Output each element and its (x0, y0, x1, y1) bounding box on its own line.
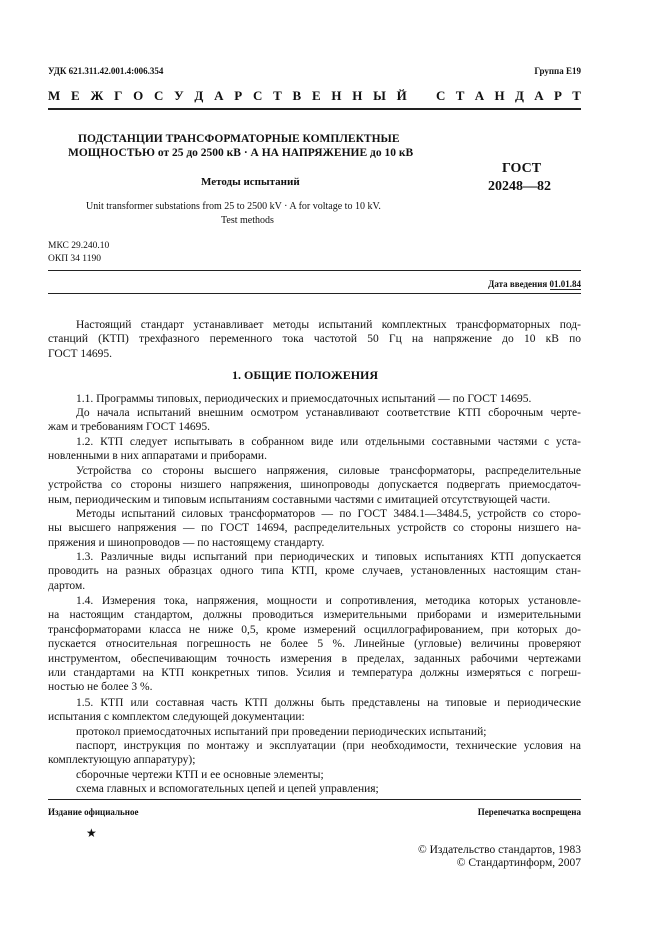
text-line: 1.1. Программы типовых, периодических и приемосдаточных испытаний — по ГОСТ 14695. (76, 393, 532, 405)
heading-letter: А (214, 88, 224, 103)
documentation-list-item-2 (48, 739, 581, 768)
clause-1-4 (48, 594, 581, 695)
intro-date (488, 279, 581, 289)
edition-label: Издание официальное (48, 807, 139, 817)
text-line: или стандартами на КТП конкретных типов. Усилия и температура должны измеряться с погреш- (48, 667, 581, 680)
text-line: дартом. (48, 579, 86, 592)
text-line: протокол приемосдаточных испытаний при проведении периодических испытаний; (76, 726, 487, 738)
text-line: проводить на разных образцах одного типа КТП, кроме случаев, установленных настоящим стан- (48, 565, 581, 578)
text-line: испытания с комплектом следующей документации: (48, 711, 305, 724)
header-rule (48, 108, 581, 110)
text-line: 1.4. Измерения тока, напряжения, мощности и сопротивления, методика которых установле- (76, 595, 581, 607)
heading-letter: А (474, 88, 485, 103)
text-line: ностью не более 3 %. (48, 681, 153, 694)
udk-code: УДК 621.311.42.001.4:006.354 (48, 66, 164, 76)
heading-letter: Ы (373, 88, 386, 103)
star-icon: ★ (86, 826, 97, 840)
title-line-2: МОЩНОСТЬЮ от 25 до 2500 кВ · А НА НАПРЯЖЕНИЕ до 10 кВ (68, 147, 414, 159)
text-line: ГОСТ 14695. (48, 347, 113, 360)
text-line: До начала испытаний внешним осмотром устанавливают соответствие КТП сборочным черте- (76, 407, 581, 419)
heading-letter: Н (494, 88, 505, 103)
mezh-word (48, 88, 407, 104)
text-line: 1.5. КТП или составная часть КТП должны быть представлены на типовые и периодические (76, 697, 581, 709)
heading-letter: М (48, 88, 61, 103)
clause-1-1-inspection (48, 406, 581, 435)
heading-letter: О (133, 88, 144, 103)
text-line: ны высшего напряжения — по ГОСТ 14694, распределительных устройств со стороны низшего на- (48, 522, 581, 535)
heading-letter: С (252, 88, 263, 103)
text-line: ным, периодическим и типовым испытаниям составными частями с имитацией отсутствующей части. (48, 493, 551, 506)
subtitle: Методы испытаний (201, 176, 300, 188)
text-line: 1.3. Различные виды испытаний при периодических и типовых испытаниях КТП допускается (76, 551, 581, 563)
text-line: на настоящим стандартом, должны проводиться измерительными приборами и измерительными (48, 609, 581, 622)
text-line: Методы испытаний силовых трансформаторов — по ГОСТ 3484.1—3484.5, устройств со сторо- (76, 508, 581, 520)
text-line: сборочные чертежи КТП и ее основные элементы; (76, 769, 324, 781)
section-1-heading: 1. ОБЩИЕ ПОЛОЖЕНИЯ (232, 368, 379, 382)
heading-letter: Т (455, 88, 465, 103)
heading-letter: Й (396, 88, 407, 103)
text-line: паспорт, инструкция по монтажу и эксплуатации (при необходимости, технические условия на (76, 740, 581, 752)
english-title-line-1: Unit transformer substations from 25 to 2500 kV · A for voltage to 10 kV. (86, 201, 381, 212)
heading-letter: С (436, 88, 446, 103)
heading-letter: А (534, 88, 544, 103)
title-line-1: ПОДСТАНЦИИ ТРАНСФОРМАТОРНЫЕ КОМПЛЕКТНЫЕ (78, 133, 400, 145)
text-line: пускается относительная погрешность не более 5 %. Линейные (угловые) величины проверяют (48, 638, 581, 651)
footer-rule (48, 799, 581, 800)
text-line: схема главных и вспомогательных цепей и цепей управления; (76, 783, 379, 795)
text-line: трансформаторами класса не ниже 0,5, кроме измерений осциллографированием, при которых до- (48, 623, 581, 636)
mks-code: МКС 29.240.10 (48, 241, 110, 251)
text-line: комплектующую аппаратуру); (48, 754, 196, 767)
clause-1-5 (48, 696, 581, 725)
text-line: 1.2. КТП следует испытывать в собранном виде или отдельными составными частями с уста- (76, 436, 581, 448)
heading-letter: Р (234, 88, 243, 103)
clause-1-2 (48, 435, 581, 464)
clause-1-2-devices (48, 464, 581, 507)
heading-letter: С (153, 88, 164, 103)
text-line: новленными в них аппаратами и приборами. (48, 450, 267, 463)
heading-letter: Е (311, 88, 321, 103)
text-line: станций (КТП) трехфазного переменного тока частотой 50 Гц на напряжение до 10 кВ по (48, 333, 581, 346)
heading-letter: Н (352, 88, 363, 103)
text-line: устройства со стороны низшего напряжения, шинопроводы допускается подвергать приемосдаточ- (48, 479, 581, 492)
okp-code: ОКП 34 1190 (48, 254, 101, 264)
heading-letter: Т (273, 88, 282, 103)
text-line: жам и требованиям ГОСТ 14695. (48, 421, 210, 434)
text-line: Настоящий стандарт устанавливает методы испытаний комплектных трансформаторных под- (76, 319, 581, 331)
clause-1-3 (48, 550, 581, 593)
heading-letter: Д (194, 88, 204, 103)
heading-letter: Г (114, 88, 123, 103)
clause-1-2-methods (48, 507, 581, 550)
heading-letter: Ж (90, 88, 104, 103)
heading-letter: Е (71, 88, 80, 103)
heading-letter: Т (572, 88, 581, 103)
text-line: Устройства со стороны высшего напряжения, силовые трансформаторы, распределительные (76, 465, 581, 477)
intro-date-value: 01.01.84 (549, 279, 581, 289)
heading-letter: Р (553, 88, 562, 103)
gost-number: 20248—82 (488, 179, 551, 194)
codes-rule (48, 270, 581, 271)
text-line: пряжения и шинопроводов — по настоящему стандарту. (48, 536, 325, 549)
gost-label: ГОСТ (502, 161, 542, 176)
heading-letter: В (292, 88, 302, 103)
heading-letter: У (174, 88, 184, 103)
documentation-list-item-3 (48, 768, 581, 782)
heading-letter: Н (331, 88, 342, 103)
reprint-notice: Перепечатка воспрещена (477, 807, 581, 817)
group-code: Группа Е19 (534, 66, 581, 76)
english-title-line-2: Test methods (221, 215, 274, 226)
documentation-list-item-4 (48, 782, 581, 796)
copyright-line-2: © Стандартинформ, 2007 (456, 857, 581, 869)
heading-letter: Д (514, 88, 524, 103)
documentation-list-item-1 (48, 725, 581, 739)
copyright-line-1: © Издательство стандартов, 1983 (417, 844, 581, 856)
intro-date-label: Дата введения (488, 279, 548, 289)
standard-word (436, 88, 581, 104)
text-line: инструментом, обеспечивающим точность измерения в пределах, заданных рабочими чертежами (48, 652, 581, 665)
clause-1-1 (48, 392, 581, 406)
intro-paragraph (48, 318, 581, 361)
date-rule (48, 293, 581, 294)
